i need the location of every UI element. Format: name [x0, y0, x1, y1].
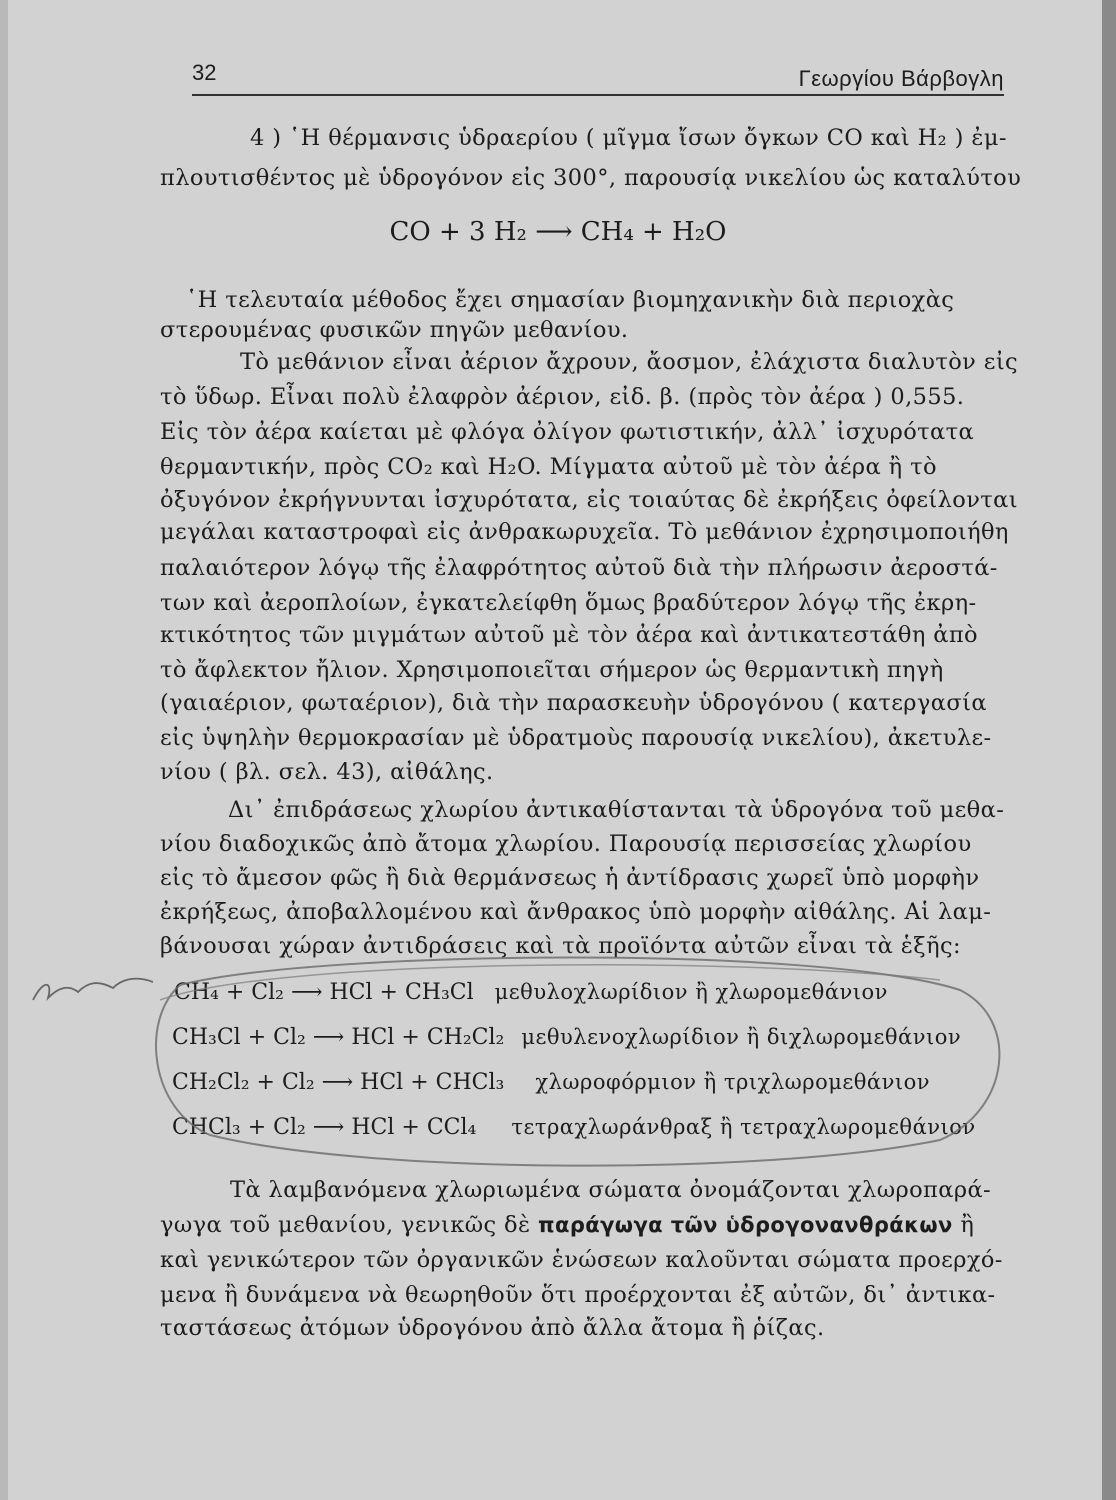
page-header	[192, 52, 1004, 96]
closing-line-2-end: ἢ	[952, 1212, 975, 1238]
p2-line-8: των καὶ ἀεροπλοίων, ἐγκατελείφθη ὅμως βραδύτερον λόγῳ τῆς ἐκρη-	[160, 590, 977, 616]
hydrogenation-equation: CO + 3 H₂ ⟶ CH₄ + H₂O	[389, 217, 727, 247]
p2-line-3: Εἰς τὸν ἀέρα καίεται μὲ φλόγα ὀλίγον φωτιστικήν, ἀλλ᾽ ἰσχυρότατα	[160, 419, 975, 445]
closing-line-5: ταστάσεως ἀτόμων ὑδρογόνου ἀπὸ ἄλλα ἄτομα ἢ ῥίζας.	[160, 1315, 825, 1341]
reaction-equation: CHCl₃ + Cl₂ ⟶ HCl + CCl₄	[172, 1115, 477, 1140]
intro-line-2: πλουτισθέντος μὲ ὑδρογόνον εἰς 300°, παρουσίᾳ νικελίου ὡς καταλύτου	[160, 165, 1022, 191]
p2-line-6: μεγάλαι καταστροφαὶ εἰς ἀνθρακωρυχεῖα. Τὸ μεθάνιον ἐχρησιμοποιήθη	[160, 519, 1009, 545]
bold-term: παράγωγα τῶν ὑδρογονανθράκων	[538, 1213, 953, 1237]
p3-line-5: βάνουσαι χώραν ἀντιδράσεις καὶ τὰ προϊόντα αὐτῶν εἶναι τὰ ἑξῆς:	[160, 933, 961, 959]
p1-line-2: στερουμένας φυσικῶν πηγῶν μεθανίου.	[160, 317, 629, 343]
closing-line-1: Τὰ λαμβανόμενα χλωριωμένα σώματα ὀνομάζονται χλωροπαρά-	[230, 1177, 992, 1203]
p3-line-2: νίου διαδοχικῶς ἀπὸ ἄτομα χλωρίου. Παρουσίᾳ περισσείας χλωρίου	[160, 831, 972, 857]
closing-line-4: μενα ἢ δυνάμενα νὰ θεωρηθοῦν ὅτι προέρχονται ἐξ αὐτῶν, δι᾽ ἀντικα-	[160, 1282, 996, 1308]
p1-line-1: ῾Η τελευταία μέθοδος ἔχει σημασίαν βιομηχανικὴν διὰ περιοχὰς	[186, 287, 955, 313]
reaction-product-name: μεθυλενοχλωρίδιον ἢ διχλωρομεθάνιον	[521, 1025, 962, 1049]
p3-line-3: εἰς τὸ ἄμεσον φῶς ἢ διὰ θερμάνσεως ἡ ἀντίδρασις χωρεῖ ὑπὸ μορφὴν	[160, 865, 980, 891]
p2-line-9: κτικότητος τῶν μιγμάτων αὐτοῦ μὲ τὸν ἀέρα καὶ ἀντικατεστάθη ἀπὸ	[160, 622, 979, 648]
p2-line-1: Τὸ μεθάνιον εἶναι ἀέριον ἄχρουν, ἄοσμον, ἐλάχιστα διαλυτὸν εἰς	[240, 349, 1019, 375]
p2-line-4: θερμαντικήν, πρὸς CO₂ καὶ H₂O. Μίγματα αὐτοῦ μὲ τὸν ἀέρα ἢ τὸ	[160, 454, 937, 480]
p2-line-12: εἰς ὑψηλὴν θερμοκρασίαν μὲ ὑδρατμοὺς παρουσίᾳ νικελίου), ἀκετυλε-	[160, 725, 992, 751]
closing-line-2	[160, 1210, 1005, 1240]
p2-line-2: τὸ ὕδωρ. Εἶναι πολὺ ἐλαφρὸν ἀέριον, εἰδ. β. (πρὸς τὸν ἀέρα ) 0,555.	[160, 384, 965, 410]
p2-line-10: τὸ ἄφλεκτον ἤλιον. Χρησιμοποιεῖται σήμερον ὡς θερμαντικὴ πηγὴ	[160, 657, 944, 683]
p2-line-5: ὀξυγόνον ἐκρήγνυνται ἰσχυρότατα, εἰς τοιαύτας δὲ ἐκρήξεις ὀφείλονται	[160, 487, 1018, 513]
reaction-product-name: τετραχλωράνθραξ ἢ τετραχλωρομεθάνιον	[511, 1115, 976, 1139]
page-number: 32	[192, 60, 217, 85]
p2-line-11: (γαιαέριον, φωταέριον), διὰ τὴν παρασκευὴν ὑδρογόνου ( κατεργασία	[160, 690, 987, 716]
handwritten-scribble-icon	[28, 970, 158, 1010]
reaction-equation: CH₄ + Cl₂ ⟶ HCl + CH₃Cl	[174, 980, 474, 1005]
reaction-equation: CH₃Cl + Cl₂ ⟶ HCl + CH₂Cl₂	[172, 1025, 505, 1050]
p3-line-1: Δι᾽ ἐπιδράσεως χλωρίου ἀντικαθίστανται τὰ ὑδρογόνα τοῦ μεθα-	[228, 797, 1005, 823]
p2-line-13: νίου ( βλ. σελ. 43), αἰθάλης.	[160, 759, 494, 785]
reaction-product-name: μεθυλοχλωρίδιον ἢ χλωρομεθάνιον	[494, 980, 888, 1004]
closing-line-2-start: γωγα τοῦ μεθανίου, γενικῶς δὲ	[160, 1212, 538, 1238]
closing-line-3: καὶ γενικώτερον τῶν ὀργανικῶν ἑνώσεων καλοῦνται σώματα προερχό-	[160, 1247, 1003, 1273]
p2-line-7: παλαιότερον λόγῳ τῆς ἐλαφρότητος αὐτοῦ διὰ τὴν πλήρωσιν ἀεροστά-	[160, 555, 998, 581]
reaction-product-name: χλωροφόρμιον ἢ τριχλωρομεθάνιον	[535, 1070, 931, 1094]
pencil-ellipse-icon	[120, 950, 1020, 1180]
reaction-equation: CH₂Cl₂ + Cl₂ ⟶ HCl + CHCl₃	[172, 1070, 505, 1095]
intro-line-1: 4 ) ῾Η θέρμανσις ὑδραερίου ( μῖγμα ἴσων ὄγκων CO καὶ H₂ ) ἐμ-	[250, 125, 1007, 151]
running-head: Γεωργίου Βάρβογλη	[798, 66, 1004, 91]
p3-line-4: ἐκρήξεως, ἀποβαλλομένου καὶ ἄνθρακος ὑπὸ μορφὴν αἰθάλης. Αἱ λαμ-	[160, 899, 992, 925]
